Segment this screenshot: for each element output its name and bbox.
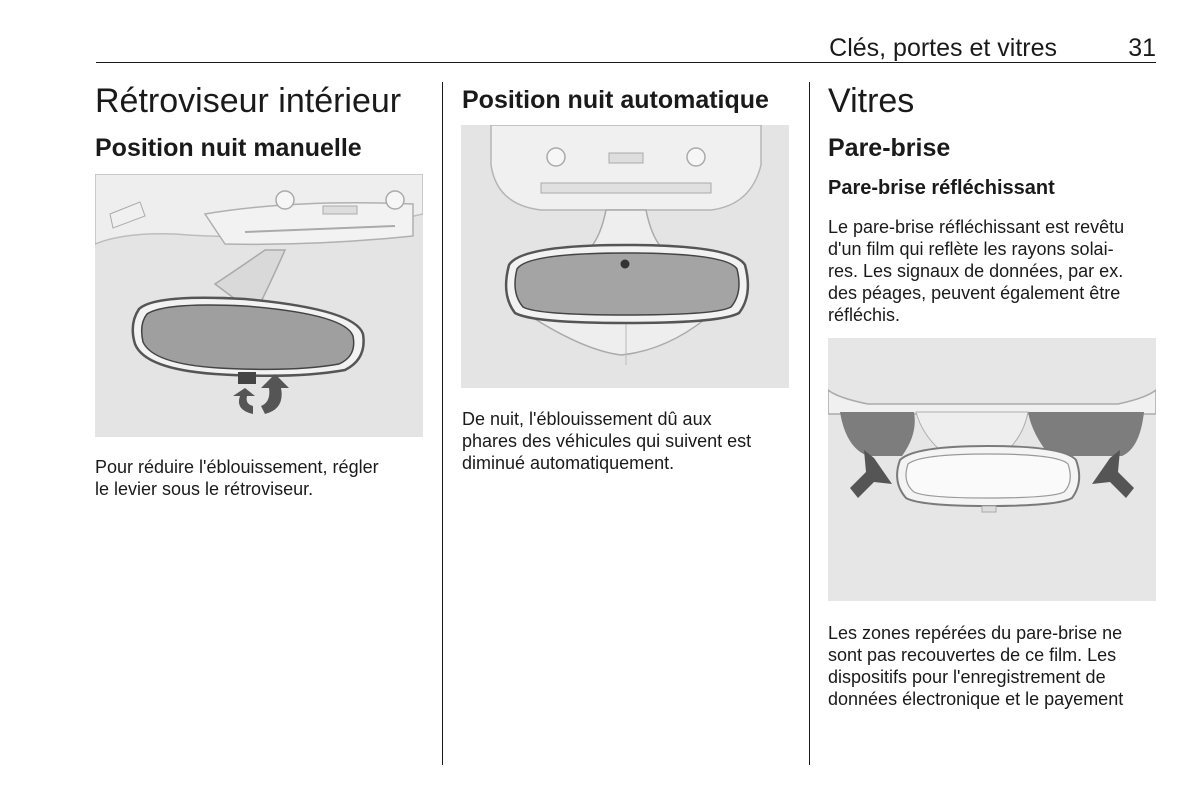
text-line: réfléchis. (828, 305, 901, 325)
windshield-figure (828, 338, 1156, 601)
page-number: 31 (1128, 34, 1156, 62)
text-line: Les zones repérées du pare-brise ne (828, 623, 1123, 643)
text-line: phares des véhicules qui suivent est (462, 431, 752, 451)
text-automatic-night (462, 408, 751, 474)
text-line: diminué automatiquement. (462, 453, 675, 473)
column-divider-1 (442, 82, 443, 765)
subtitle-manual-night: Position nuit manuelle (95, 134, 362, 162)
text-marked-zones (828, 622, 1123, 710)
text-line: le levier sous le rétroviseur. (95, 479, 314, 499)
text-reflective-windscreen (828, 216, 1124, 326)
column-divider-2 (809, 82, 810, 765)
text-line: des péages, peuvent également être (828, 283, 1121, 303)
subsubtitle-reflective-windscreen: Pare-brise réfléchissant (828, 177, 1055, 199)
section-title-mirror: Rétroviseur intérieur (95, 82, 402, 120)
text-line: dispositifs pour l'enregistrement de (828, 667, 1106, 687)
sensor-dot-icon (621, 260, 630, 269)
text-manual-night (95, 456, 379, 500)
section-title-windows: Vitres (828, 82, 915, 120)
text-line: d'un film qui reflète les rayons solai- (828, 239, 1114, 259)
text-line: données électronique et le payement (828, 689, 1124, 709)
text-line: Le pare-brise réfléchissant est revêtu (828, 217, 1125, 237)
text-line: Pour réduire l'éblouissement, régler (95, 457, 379, 477)
subtitle-automatic-night: Position nuit automatique (462, 86, 769, 114)
header-rule (96, 62, 1156, 63)
text-line: res. Les signaux de données, par ex. (828, 261, 1124, 281)
text-line: sont pas recouvertes de ce film. Les (828, 645, 1117, 665)
running-header-section: Clés, portes et vitres (829, 34, 1057, 62)
subtitle-windscreen: Pare-brise (828, 134, 951, 162)
mirror-figure-manual (95, 174, 423, 437)
mirror-figure-automatic (461, 125, 789, 388)
text-line: De nuit, l'éblouissement dû aux (462, 409, 712, 429)
